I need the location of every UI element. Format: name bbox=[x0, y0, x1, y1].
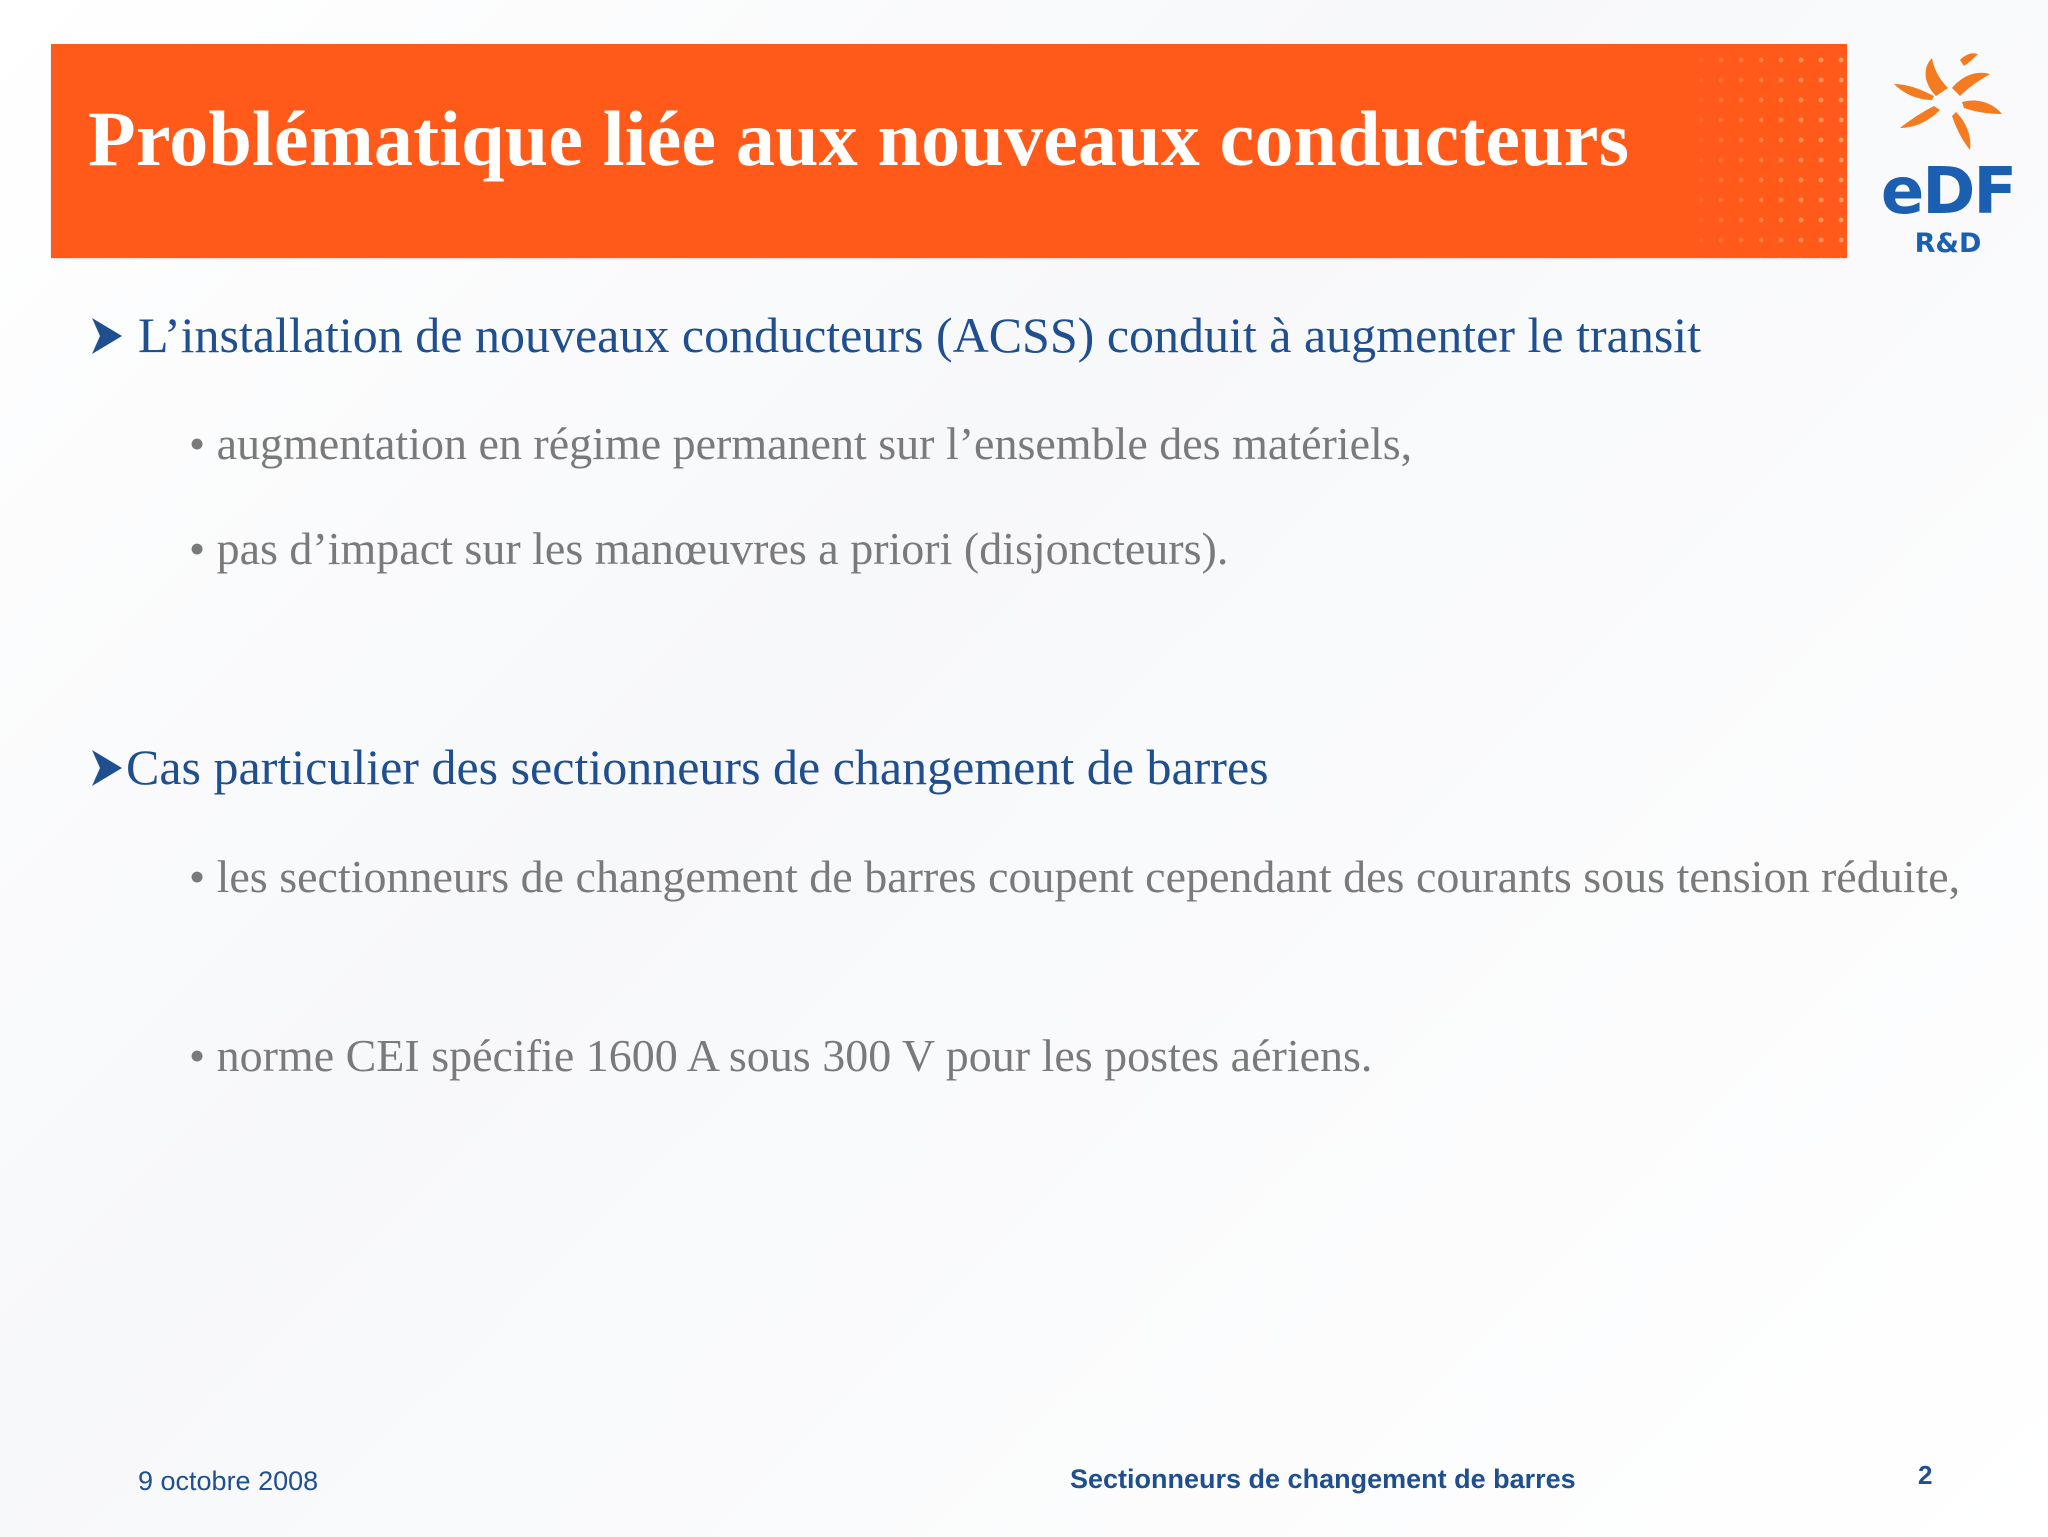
edf-logo bbox=[1878, 44, 2018, 264]
edf-wordmark: eDF bbox=[1880, 155, 2016, 229]
arrow-bullet-icon bbox=[90, 748, 124, 788]
section2-heading bbox=[90, 738, 1269, 796]
footer-date: 9 octobre 2008 bbox=[138, 1466, 319, 1496]
section2-heading-text: Cas particulier des sectionneurs de changement de barres bbox=[126, 739, 1269, 795]
section2-bullet-2: • norme CEI spécifie 1600 A sous 300 V pour les postes aériens. bbox=[189, 1030, 1373, 1081]
footer-title: Sectionneurs de changement de barres bbox=[1070, 1464, 1576, 1494]
section2-bullet-1: • les sectionneurs de changement de barres coupent cependant des courants sous tension réduite, bbox=[189, 851, 1961, 902]
page-number: 2 bbox=[1918, 1460, 1933, 1490]
edf-flower-icon bbox=[1878, 44, 2018, 160]
section1-bullet-1: • augmentation en régime permanent sur l’ensemble des matériels, bbox=[189, 418, 1413, 469]
dot-pattern-decoration bbox=[1687, 44, 1847, 258]
section1-bullet-2: • pas d’impact sur les manœuvres a priori (disjoncteurs). bbox=[189, 523, 1229, 574]
page-title: Problématique liée aux nouveaux conducteurs bbox=[88, 95, 1630, 182]
title-bar bbox=[51, 44, 1847, 258]
arrow-bullet-icon bbox=[90, 316, 124, 356]
section1-heading bbox=[90, 306, 1701, 364]
rd-label: R&D bbox=[1914, 228, 1982, 259]
section1-heading-text: L’installation de nouveaux conducteurs (ACSS) conduit à augmenter le transit bbox=[138, 307, 1702, 363]
